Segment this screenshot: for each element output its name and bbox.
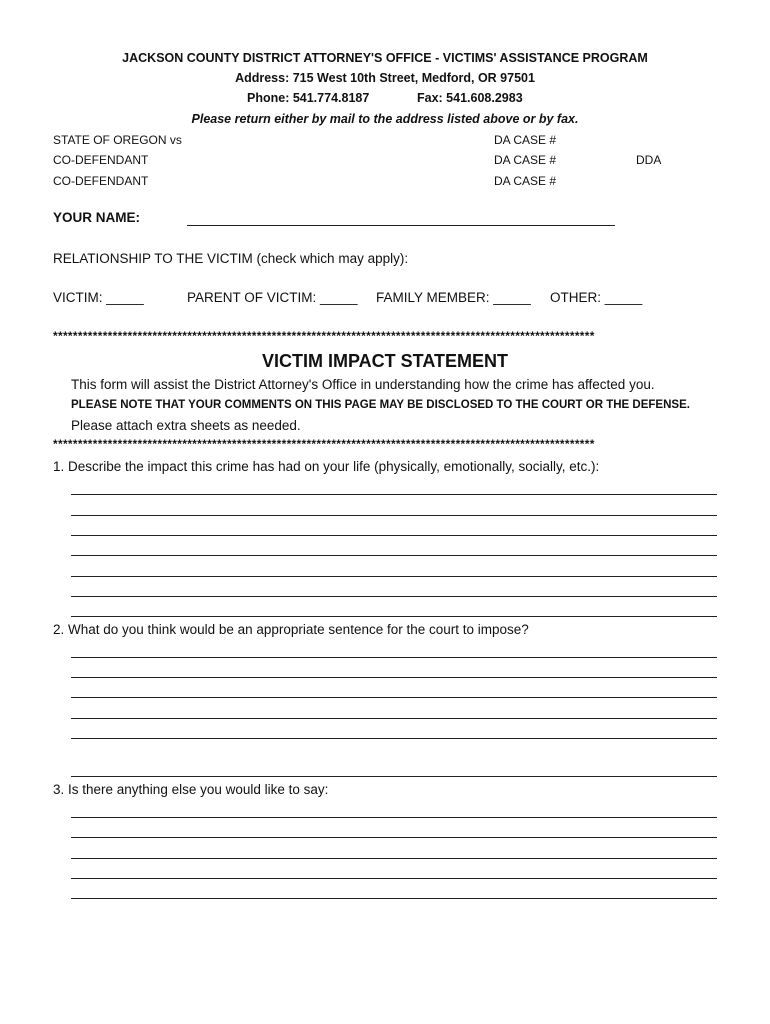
codefendant-label-2: CO-DEFENDANT xyxy=(53,174,149,188)
question-1: 1. Describe the impact this crime has had on your life (physically, emotionally, socially, etc.): xyxy=(53,459,600,474)
return-instruction: Please return either by mail to the address listed above or by fax. xyxy=(191,112,579,126)
answer-line[interactable] xyxy=(71,837,717,838)
answer-line[interactable] xyxy=(71,535,717,536)
your-name-line[interactable] xyxy=(187,225,615,226)
answer-line[interactable] xyxy=(71,878,717,879)
answer-line[interactable] xyxy=(71,494,717,495)
relationship-heading: RELATIONSHIP TO THE VICTIM (check which may apply): xyxy=(53,251,409,266)
family-member-option[interactable]: FAMILY MEMBER: _____ xyxy=(376,290,531,305)
answer-line[interactable] xyxy=(71,576,717,577)
answer-line[interactable] xyxy=(71,596,717,597)
separator-top: ************************************************************************************************************* xyxy=(53,329,595,343)
office-address: Address: 715 West 10th Street, Medford, OR 97501 xyxy=(235,71,535,85)
answer-line[interactable] xyxy=(71,776,717,777)
question-3: 3. Is there anything else you would like to say: xyxy=(53,782,329,797)
da-case-label-2: DA CASE # xyxy=(494,153,557,167)
da-case-label-3: DA CASE # xyxy=(494,174,557,188)
answer-line[interactable] xyxy=(71,898,717,899)
answer-line[interactable] xyxy=(71,657,717,658)
dda-label: DDA xyxy=(636,153,662,167)
office-title: JACKSON COUNTY DISTRICT ATTORNEY'S OFFICE - VICTIMS' ASSISTANCE PROGRAM xyxy=(122,51,648,65)
answer-line[interactable] xyxy=(71,677,717,678)
statement-intro: This form will assist the District Attorney's Office in understanding how the crime has affected you. xyxy=(71,377,655,392)
answer-line[interactable] xyxy=(71,718,717,719)
disclosure-notice: PLEASE NOTE THAT YOUR COMMENTS ON THIS PAGE MAY BE DISCLOSED TO THE COURT OR THE DEFENSE. xyxy=(71,399,690,411)
answer-line[interactable] xyxy=(71,738,717,739)
da-case-label-1: DA CASE # xyxy=(494,133,557,147)
your-name-label: YOUR NAME: xyxy=(53,210,140,225)
statement-title: VICTIM IMPACT STATEMENT xyxy=(262,351,508,371)
codefendant-label-1: CO-DEFENDANT xyxy=(53,153,149,167)
answer-line[interactable] xyxy=(71,515,717,516)
answer-line[interactable] xyxy=(71,697,717,698)
attach-note: Please attach extra sheets as needed. xyxy=(71,418,301,433)
answer-line[interactable] xyxy=(71,858,717,859)
parent-option[interactable]: PARENT OF VICTIM: _____ xyxy=(187,290,358,305)
separator-bottom: ************************************************************************************************************* xyxy=(53,437,595,451)
answer-line[interactable] xyxy=(71,616,717,617)
question-2: 2. What do you think would be an appropriate sentence for the court to impose? xyxy=(53,622,529,637)
office-fax: Fax: 541.608.2983 xyxy=(417,91,523,105)
other-option[interactable]: OTHER: _____ xyxy=(550,290,643,305)
answer-line[interactable] xyxy=(71,817,717,818)
answer-line[interactable] xyxy=(71,555,717,556)
victim-option[interactable]: VICTIM: _____ xyxy=(53,290,144,305)
office-phone: Phone: 541.774.8187 xyxy=(247,91,370,105)
state-of-oregon-label: STATE OF OREGON vs xyxy=(53,133,182,147)
